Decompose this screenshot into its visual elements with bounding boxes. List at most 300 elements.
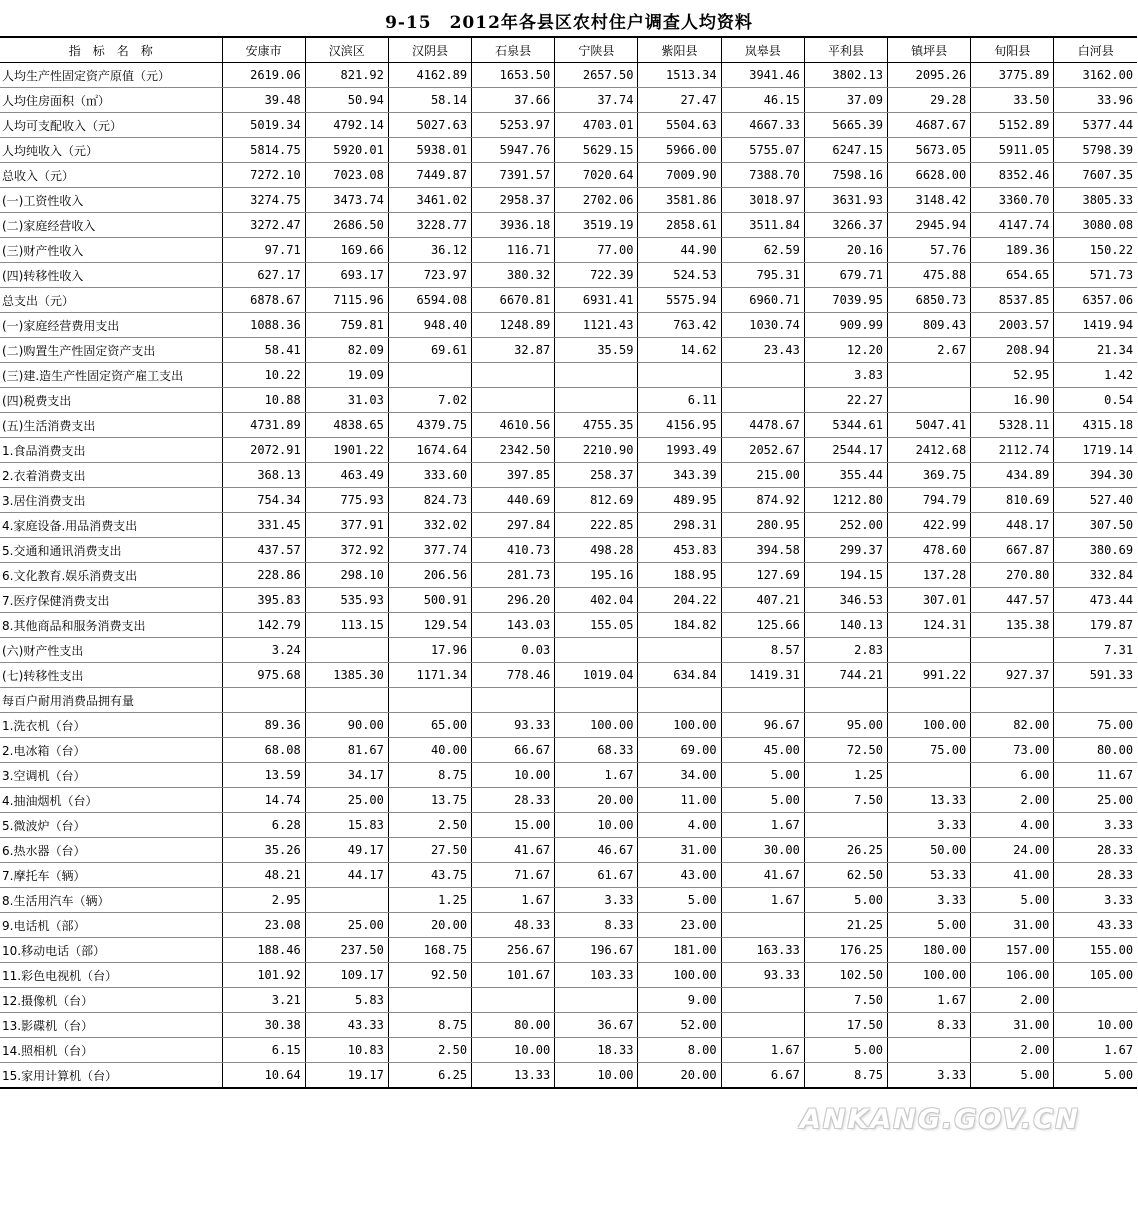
cell-value: 3511.84 — [721, 213, 804, 238]
cell-value — [888, 763, 971, 788]
cell-value: 8.57 — [721, 638, 804, 663]
cell-value: 6.00 — [971, 763, 1054, 788]
cell-value: 5344.61 — [804, 413, 887, 438]
cell-value: 11.00 — [638, 788, 721, 813]
cell-value: 2.00 — [971, 1038, 1054, 1063]
cell-value: 407.21 — [721, 588, 804, 613]
cell-value: 3274.75 — [222, 188, 305, 213]
cell-value: 1.67 — [721, 1038, 804, 1063]
cell-value: 26.25 — [804, 838, 887, 863]
cell-value: 307.01 — [888, 588, 971, 613]
cell-value: 5966.00 — [638, 138, 721, 163]
cell-value — [888, 388, 971, 413]
cell-value: 5.00 — [971, 1063, 1054, 1089]
cell-value — [971, 688, 1054, 713]
cell-value: 8.33 — [555, 913, 638, 938]
cell-value: 2544.17 — [804, 438, 887, 463]
cell-value: 36.12 — [388, 238, 471, 263]
cell-value: 744.21 — [804, 663, 887, 688]
cell-value: 3631.93 — [804, 188, 887, 213]
cell-value — [888, 363, 971, 388]
cell-value: 100.00 — [888, 963, 971, 988]
cell-value: 6.67 — [721, 1063, 804, 1089]
cell-value: 824.73 — [388, 488, 471, 513]
cell-value: 368.13 — [222, 463, 305, 488]
cell-value: 346.53 — [804, 588, 887, 613]
cell-value: 500.91 — [388, 588, 471, 613]
cell-value — [305, 638, 388, 663]
table-row — [0, 238, 1137, 263]
cell-value: 2412.68 — [888, 438, 971, 463]
cell-value: 809.43 — [888, 313, 971, 338]
cell-value: 61.67 — [555, 863, 638, 888]
cell-value: 3.33 — [888, 813, 971, 838]
cell-value: 22.27 — [804, 388, 887, 413]
cell-value: 176.25 — [804, 938, 887, 963]
cell-value: 194.15 — [804, 563, 887, 588]
table-row — [0, 63, 1137, 88]
cell-value: 1019.04 — [555, 663, 638, 688]
cell-value: 299.37 — [804, 538, 887, 563]
cell-value: 1121.43 — [555, 313, 638, 338]
cell-value: 1385.30 — [305, 663, 388, 688]
cell-value: 125.66 — [721, 613, 804, 638]
cell-value: 93.33 — [472, 713, 555, 738]
cell-value: 7009.90 — [638, 163, 721, 188]
table-row — [0, 1038, 1137, 1063]
cell-value: 1419.94 — [1054, 313, 1137, 338]
cell-value: 473.44 — [1054, 588, 1137, 613]
cell-value: 6628.00 — [888, 163, 971, 188]
cell-value: 778.46 — [472, 663, 555, 688]
cell-value: 15.00 — [472, 813, 555, 838]
row-label: 2.衣着消费支出 — [0, 463, 222, 488]
cell-value: 571.73 — [1054, 263, 1137, 288]
cell-value: 759.81 — [305, 313, 388, 338]
cell-value: 4731.89 — [222, 413, 305, 438]
cell-value: 7020.64 — [555, 163, 638, 188]
cell-value: 1674.64 — [388, 438, 471, 463]
cell-value: 298.10 — [305, 563, 388, 588]
table-row — [0, 513, 1137, 538]
cell-value: 33.50 — [971, 88, 1054, 113]
cell-value: 13.33 — [888, 788, 971, 813]
cell-value: 113.15 — [305, 613, 388, 638]
row-label: (五)生活消费支出 — [0, 413, 222, 438]
cell-value: 5.00 — [804, 888, 887, 913]
cell-value: 8537.85 — [971, 288, 1054, 313]
cell-value: 395.83 — [222, 588, 305, 613]
cell-value: 18.33 — [555, 1038, 638, 1063]
cell-value: 3941.46 — [721, 63, 804, 88]
row-label: 4.家庭设备.用品消费支出 — [0, 513, 222, 538]
cell-value: 20.00 — [638, 1063, 721, 1089]
row-label: 人均住房面积（㎡） — [0, 88, 222, 113]
cell-value: 524.53 — [638, 263, 721, 288]
cell-value: 6850.73 — [888, 288, 971, 313]
cell-value: 4.00 — [638, 813, 721, 838]
cell-value: 5377.44 — [1054, 113, 1137, 138]
cell-value: 45.00 — [721, 738, 804, 763]
cell-value: 307.50 — [1054, 513, 1137, 538]
cell-value: 71.67 — [472, 863, 555, 888]
cell-value: 184.82 — [638, 613, 721, 638]
cell-value: 10.00 — [555, 1063, 638, 1089]
cell-value — [888, 638, 971, 663]
cell-value — [804, 688, 887, 713]
site-watermark: ANKANG.GOV.CN — [800, 1104, 1080, 1135]
cell-value: 195.16 — [555, 563, 638, 588]
cell-value: 181.00 — [638, 938, 721, 963]
cell-value: 2052.67 — [721, 438, 804, 463]
table-row — [0, 338, 1137, 363]
cell-value: 296.20 — [472, 588, 555, 613]
cell-value: 258.37 — [555, 463, 638, 488]
cell-value: 2858.61 — [638, 213, 721, 238]
cell-value — [555, 988, 638, 1013]
cell-value: 527.40 — [1054, 488, 1137, 513]
cell-value: 28.33 — [1054, 863, 1137, 888]
cell-value: 369.75 — [888, 463, 971, 488]
row-label: (三)财产性收入 — [0, 238, 222, 263]
cell-value: 5.00 — [1054, 1063, 1137, 1089]
header-county: 平利县 — [804, 37, 887, 63]
cell-value: 102.50 — [804, 963, 887, 988]
row-label: (一)工资性收入 — [0, 188, 222, 213]
cell-value — [721, 988, 804, 1013]
cell-value: 109.17 — [305, 963, 388, 988]
header-county: 宁陕县 — [555, 37, 638, 63]
cell-value: 100.00 — [888, 713, 971, 738]
cell-value: 1719.14 — [1054, 438, 1137, 463]
cell-value: 2342.50 — [472, 438, 555, 463]
cell-value: 3360.70 — [971, 188, 1054, 213]
cell-value: 23.08 — [222, 913, 305, 938]
table-row — [0, 1063, 1137, 1089]
cell-value: 7023.08 — [305, 163, 388, 188]
cell-value: 48.33 — [472, 913, 555, 938]
cell-value: 101.92 — [222, 963, 305, 988]
row-label: 2.电冰箱（台） — [0, 738, 222, 763]
cell-value: 7.02 — [388, 388, 471, 413]
cell-value: 8.00 — [638, 1038, 721, 1063]
cell-value: 36.67 — [555, 1013, 638, 1038]
cell-value: 82.00 — [971, 713, 1054, 738]
row-label: 7.摩托车（辆） — [0, 863, 222, 888]
cell-value: 21.25 — [804, 913, 887, 938]
cell-value: 3581.86 — [638, 188, 721, 213]
cell-value: 5328.11 — [971, 413, 1054, 438]
cell-value: 72.50 — [804, 738, 887, 763]
cell-value: 49.17 — [305, 838, 388, 863]
cell-value: 6594.08 — [388, 288, 471, 313]
cell-value: 39.48 — [222, 88, 305, 113]
cell-value: 37.74 — [555, 88, 638, 113]
cell-value: 46.67 — [555, 838, 638, 863]
cell-value: 440.69 — [472, 488, 555, 513]
cell-value: 8352.46 — [971, 163, 1054, 188]
cell-value: 13.59 — [222, 763, 305, 788]
cell-value: 33.96 — [1054, 88, 1137, 113]
cell-value: 380.32 — [472, 263, 555, 288]
cell-value: 31.03 — [305, 388, 388, 413]
cell-value: 169.66 — [305, 238, 388, 263]
cell-value: 256.67 — [472, 938, 555, 963]
cell-value — [1054, 988, 1137, 1013]
cell-value: 434.89 — [971, 463, 1054, 488]
cell-value: 654.65 — [971, 263, 1054, 288]
table-row — [0, 938, 1137, 963]
cell-value: 20.00 — [555, 788, 638, 813]
cell-value — [305, 888, 388, 913]
table-row — [0, 213, 1137, 238]
row-label: 13.影碟机（台） — [0, 1013, 222, 1038]
cell-value: 331.45 — [222, 513, 305, 538]
cell-value: 447.57 — [971, 588, 1054, 613]
cell-value: 394.58 — [721, 538, 804, 563]
cell-value: 3272.47 — [222, 213, 305, 238]
cell-value: 1.67 — [1054, 1038, 1137, 1063]
cell-value: 5.00 — [721, 763, 804, 788]
cell-value: 69.00 — [638, 738, 721, 763]
row-label: 每百户耐用消费品拥有量 — [0, 688, 222, 713]
table-row — [0, 563, 1137, 588]
cell-value: 16.90 — [971, 388, 1054, 413]
cell-value: 667.87 — [971, 538, 1054, 563]
cell-value: 95.00 — [804, 713, 887, 738]
cell-value: 105.00 — [1054, 963, 1137, 988]
cell-value: 28.33 — [472, 788, 555, 813]
cell-value: 97.71 — [222, 238, 305, 263]
cell-value: 4755.35 — [555, 413, 638, 438]
cell-value: 1901.22 — [305, 438, 388, 463]
cell-value: 281.73 — [472, 563, 555, 588]
cell-value: 3266.37 — [804, 213, 887, 238]
cell-value: 127.69 — [721, 563, 804, 588]
cell-value: 380.69 — [1054, 538, 1137, 563]
cell-value: 332.02 — [388, 513, 471, 538]
cell-value: 422.99 — [888, 513, 971, 538]
cell-value: 23.43 — [721, 338, 804, 363]
cell-value: 155.05 — [555, 613, 638, 638]
cell-value: 31.00 — [971, 913, 1054, 938]
header-county: 旬阳县 — [971, 37, 1054, 63]
cell-value: 10.83 — [305, 1038, 388, 1063]
row-label: (三)建.造生产性固定资产雇工支出 — [0, 363, 222, 388]
cell-value: 13.33 — [472, 1063, 555, 1089]
cell-value: 180.00 — [888, 938, 971, 963]
cell-value: 17.96 — [388, 638, 471, 663]
cell-value: 2210.90 — [555, 438, 638, 463]
cell-value: 106.00 — [971, 963, 1054, 988]
cell-value: 5.00 — [638, 888, 721, 913]
header-county: 镇坪县 — [888, 37, 971, 63]
cell-value: 5.83 — [305, 988, 388, 1013]
cell-value: 3148.42 — [888, 188, 971, 213]
cell-value: 394.30 — [1054, 463, 1137, 488]
cell-value: 475.88 — [888, 263, 971, 288]
cell-value: 228.86 — [222, 563, 305, 588]
cell-value: 1.25 — [804, 763, 887, 788]
cell-value: 5027.63 — [388, 113, 471, 138]
cell-value: 5047.41 — [888, 413, 971, 438]
cell-value: 100.00 — [638, 713, 721, 738]
cell-value: 5947.76 — [472, 138, 555, 163]
cell-value — [305, 688, 388, 713]
cell-value: 10.00 — [472, 1038, 555, 1063]
cell-value: 6.28 — [222, 813, 305, 838]
cell-value: 795.31 — [721, 263, 804, 288]
cell-value: 5755.07 — [721, 138, 804, 163]
cell-value: 2.50 — [388, 813, 471, 838]
cell-value: 5673.05 — [888, 138, 971, 163]
table-row — [0, 438, 1137, 463]
cell-value: 4379.75 — [388, 413, 471, 438]
cell-value: 7.50 — [804, 788, 887, 813]
table-body — [0, 63, 1137, 1089]
cell-value: 5.00 — [721, 788, 804, 813]
cell-value: 89.36 — [222, 713, 305, 738]
table-row — [0, 463, 1137, 488]
cell-value: 43.00 — [638, 863, 721, 888]
row-label: 8.生活用汽车（辆） — [0, 888, 222, 913]
cell-value: 75.00 — [1054, 713, 1137, 738]
cell-value: 948.40 — [388, 313, 471, 338]
cell-value: 3.33 — [888, 888, 971, 913]
cell-value: 5253.97 — [472, 113, 555, 138]
cell-value: 157.00 — [971, 938, 1054, 963]
table-row — [0, 588, 1137, 613]
cell-value: 2619.06 — [222, 63, 305, 88]
cell-value: 7449.87 — [388, 163, 471, 188]
cell-value — [721, 913, 804, 938]
cell-value: 463.49 — [305, 463, 388, 488]
cell-value: 5798.39 — [1054, 138, 1137, 163]
cell-value — [638, 688, 721, 713]
cell-value: 535.93 — [305, 588, 388, 613]
table-row — [0, 963, 1137, 988]
cell-value: 7.50 — [804, 988, 887, 1013]
cell-value: 10.22 — [222, 363, 305, 388]
cell-value: 90.00 — [305, 713, 388, 738]
cell-value: 29.28 — [888, 88, 971, 113]
cell-value: 5152.89 — [971, 113, 1054, 138]
row-label: 15.家用计算机（台） — [0, 1063, 222, 1089]
row-label: 人均可支配收入（元） — [0, 113, 222, 138]
row-label: 总收入（元） — [0, 163, 222, 188]
cell-value: 3.83 — [804, 363, 887, 388]
table-row — [0, 888, 1137, 913]
row-label: (四)税费支出 — [0, 388, 222, 413]
table-row — [0, 163, 1137, 188]
cell-value: 46.15 — [721, 88, 804, 113]
cell-value: 1.67 — [721, 888, 804, 913]
cell-value — [721, 388, 804, 413]
header-county: 白河县 — [1054, 37, 1137, 63]
row-label: 6.热水器（台） — [0, 838, 222, 863]
cell-value: 80.00 — [472, 1013, 555, 1038]
cell-value: 57.76 — [888, 238, 971, 263]
cell-value: 13.75 — [388, 788, 471, 813]
cell-value: 135.38 — [971, 613, 1054, 638]
cell-value: 3775.89 — [971, 63, 1054, 88]
table-row — [0, 663, 1137, 688]
cell-value: 204.22 — [638, 588, 721, 613]
cell-value: 69.61 — [388, 338, 471, 363]
table-row — [0, 263, 1137, 288]
cell-value: 103.33 — [555, 963, 638, 988]
cell-value: 1.67 — [472, 888, 555, 913]
cell-value — [555, 688, 638, 713]
cell-value: 7272.10 — [222, 163, 305, 188]
cell-value: 52.00 — [638, 1013, 721, 1038]
cell-value: 270.80 — [971, 563, 1054, 588]
cell-value: 372.92 — [305, 538, 388, 563]
table-row — [0, 313, 1137, 338]
cell-value: 5920.01 — [305, 138, 388, 163]
row-label: 10.移动电话（部） — [0, 938, 222, 963]
cell-value — [472, 988, 555, 1013]
header-county: 石泉县 — [472, 37, 555, 63]
cell-value: 163.33 — [721, 938, 804, 963]
cell-value: 0.54 — [1054, 388, 1137, 413]
cell-value: 252.00 — [804, 513, 887, 538]
table-header — [0, 37, 1137, 63]
cell-value: 2657.50 — [555, 63, 638, 88]
cell-value: 44.90 — [638, 238, 721, 263]
cell-value: 7607.35 — [1054, 163, 1137, 188]
header-county: 紫阳县 — [638, 37, 721, 63]
cell-value: 1993.49 — [638, 438, 721, 463]
cell-value: 8.75 — [804, 1063, 887, 1089]
cell-value: 237.50 — [305, 938, 388, 963]
cell-value: 5814.75 — [222, 138, 305, 163]
cell-value: 2003.57 — [971, 313, 1054, 338]
cell-value: 2112.74 — [971, 438, 1054, 463]
table-row — [0, 538, 1137, 563]
cell-value: 1513.34 — [638, 63, 721, 88]
cell-value: 50.94 — [305, 88, 388, 113]
table-row — [0, 288, 1137, 313]
cell-value: 343.39 — [638, 463, 721, 488]
cell-value: 68.33 — [555, 738, 638, 763]
cell-value: 3.24 — [222, 638, 305, 663]
header-county: 岚皋县 — [721, 37, 804, 63]
cell-value: 31.00 — [971, 1013, 1054, 1038]
cell-value: 222.85 — [555, 513, 638, 538]
cell-value: 4156.95 — [638, 413, 721, 438]
table-row — [0, 363, 1137, 388]
cell-value: 155.00 — [1054, 938, 1137, 963]
row-label: (二)购置生产性固定资产支出 — [0, 338, 222, 363]
cell-value: 25.00 — [1054, 788, 1137, 813]
cell-value: 4838.65 — [305, 413, 388, 438]
cell-value: 34.17 — [305, 763, 388, 788]
cell-value — [388, 988, 471, 1013]
cell-value: 143.03 — [472, 613, 555, 638]
cell-value: 297.84 — [472, 513, 555, 538]
cell-value: 3018.97 — [721, 188, 804, 213]
row-label: 5.微波炉（台） — [0, 813, 222, 838]
row-label: (六)财产性支出 — [0, 638, 222, 663]
cell-value: 25.00 — [305, 913, 388, 938]
table-row — [0, 88, 1137, 113]
cell-value: 14.74 — [222, 788, 305, 813]
table-row — [0, 788, 1137, 813]
cell-value: 5665.39 — [804, 113, 887, 138]
cell-value: 397.85 — [472, 463, 555, 488]
cell-value: 723.97 — [388, 263, 471, 288]
